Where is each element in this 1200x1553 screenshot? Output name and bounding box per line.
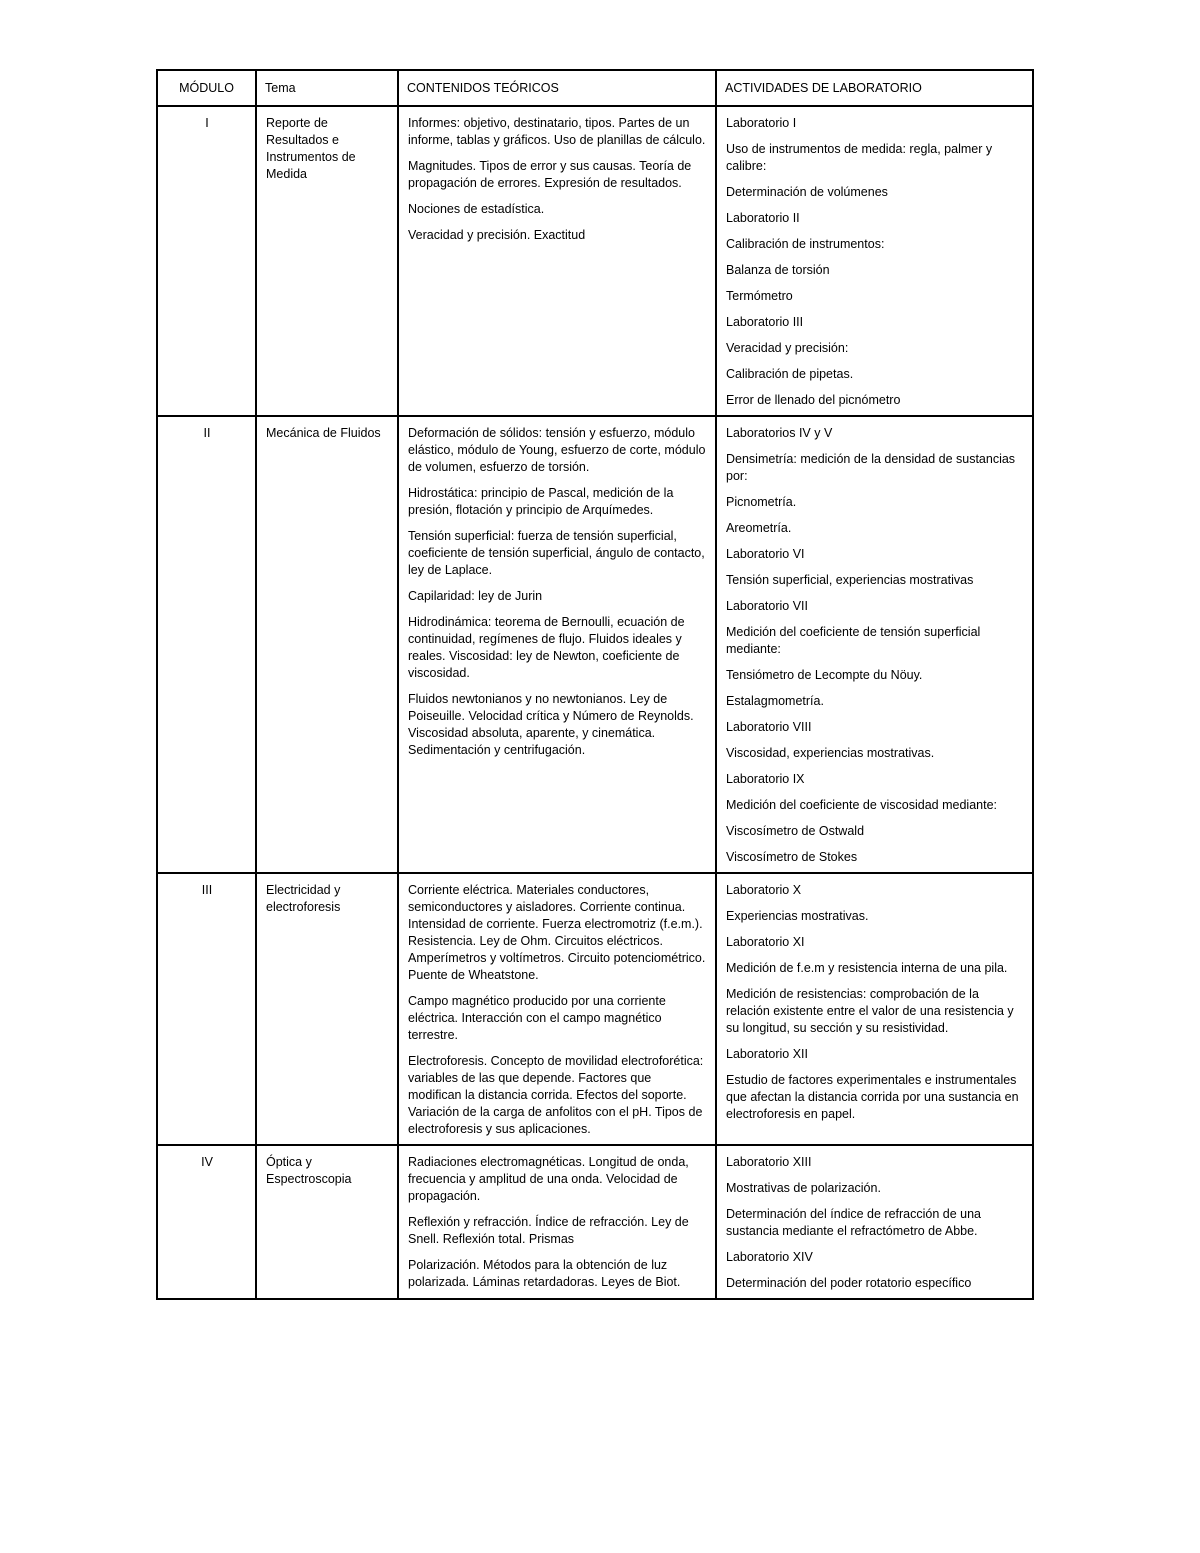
header-actividades: ACTIVIDADES DE LABORATORIO [716,70,1033,106]
actividad-item: Laboratorio I [726,116,797,130]
header-modulo: MÓDULO [157,70,256,106]
table-body [157,106,1033,1299]
contenido-paragraph: Hidrodinámica: teorema de Bernoulli, ecuación de continuidad, regímenes de flujo. Fluidos ideales y reales. Viscosidad: ley de Newton, coeficiente de viscosidad. [408,615,685,680]
table-row [157,1145,1033,1299]
contenido-paragraph: Capilaridad: ley de Jurin [408,589,543,603]
table-row [157,416,1033,873]
actividad-item: Laboratorio X [726,883,802,897]
actividad-item: Termómetro [726,289,793,303]
contenido-paragraph: Magnitudes. Tipos de error y sus causas. Teoría de propagación de errores. Expresión de resultados. [408,159,692,190]
actividad-item: Calibración de pipetas. [726,367,854,381]
actividad-item: Viscosímetro de Ostwald [726,824,865,838]
modulo-cell: IV [157,1145,256,1299]
actividad-item: Tensiómetro de Lecompte du Nöuy. [726,668,923,682]
contenido-paragraph: Nociones de estadística. [408,202,545,216]
actividades-cell [716,416,1033,873]
contenido-paragraph: Polarización. Métodos para la obtención de luz polarizada. Láminas retardadoras. Leyes de Biot. [408,1258,681,1289]
actividad-item: Picnometría. [726,495,797,509]
tema-cell: Óptica y Espectroscopia [256,1145,398,1299]
contenidos-cell [398,106,716,416]
actividad-item: Estudio de factores experimentales e instrumentales que afectan la distancia corrida por una sustancia en electroforesis en papel. [726,1073,1019,1121]
contenido-paragraph: Campo magnético producido por una corriente eléctrica. Interacción con el campo magnético terrestre. [408,994,666,1042]
contenido-paragraph: Corriente eléctrica. Materiales conductores, semiconductores y aisladores. Corriente continua. Intensidad de corriente. Fuerza electromotriz (f.e.m.). Resistencia. Ley de Ohm. Circuitos eléctricos. Amperímetros y voltímetros. Circuito potenciométrico. Puente de Wheatstone. [408,883,706,982]
contenido-paragraph: Electroforesis. Concepto de movilidad electroforética: variables de las que depende. Factores que modifican la distancia corrida. Efectos del soporte. Variación de la carga de anfolitos con el pH. Tipos de electroforesis y sus aplicaciones. [408,1054,704,1136]
modulo-cell: II [157,416,256,873]
actividad-item: Laboratorio XII [726,1047,808,1061]
contenido-paragraph: Reflexión y refracción. Índice de refracción. Ley de Snell. Reflexión total. Prismas [408,1215,689,1246]
actividad-item: Densimetría: medición de la densidad de sustancias por: [726,452,1016,483]
actividades-cell [716,1145,1033,1299]
actividad-item: Medición del coeficiente de tensión superficial mediante: [726,625,981,656]
header-row [157,70,1033,106]
actividad-item: Areometría. [726,521,792,535]
contenido-paragraph: Radiaciones electromagnéticas. Longitud de onda, frecuencia y amplitud de una onda. Velocidad de propagación. [408,1155,689,1203]
contenidos-cell [398,1145,716,1299]
modulo-cell: I [157,106,256,416]
actividad-item: Viscosidad, experiencias mostrativas. [726,746,935,760]
table-row [157,106,1033,416]
table-row [157,873,1033,1145]
actividad-item: Laboratorio VI [726,547,805,561]
contenidos-cell [398,873,716,1145]
actividad-item: Medición del coeficiente de viscosidad mediante: [726,798,997,812]
actividad-item: Veracidad y precisión: [726,341,849,355]
actividad-item: Determinación del índice de refracción de una sustancia mediante el refractómetro de Abbe. [726,1207,982,1238]
contenido-paragraph: Hidrostática: principio de Pascal, medición de la presión, flotación y principio de Arquímedes. [408,486,674,517]
actividad-item: Viscosímetro de Stokes [726,850,858,864]
header-contenidos: CONTENIDOS TEÓRICOS [398,70,716,106]
actividad-item: Estalagmometría. [726,694,824,708]
actividad-item: Determinación de volúmenes [726,185,888,199]
tema-cell: Electricidad y electroforesis [256,873,398,1145]
actividad-item: Balanza de torsión [726,263,830,277]
actividad-item: Laboratorio XIII [726,1155,812,1169]
actividad-item: Tensión superficial, experiencias mostrativas [726,573,974,587]
actividad-item: Medición de f.e.m y resistencia interna de una pila. [726,961,1008,975]
modulo-cell: III [157,873,256,1145]
actividad-item: Calibración de instrumentos: [726,237,885,251]
contenido-paragraph: Veracidad y precisión. Exactitud [408,228,586,242]
actividad-item: Laboratorio II [726,211,800,225]
actividad-item: Laboratorio IX [726,772,805,786]
actividad-item: Laboratorios IV y V [726,426,833,440]
contenidos-cell [398,416,716,873]
contenido-paragraph: Tensión superficial: fuerza de tensión superficial, coeficiente de tensión superficial, ángulo de contacto, ley de Laplace. [408,529,705,577]
actividad-item: Medición de resistencias: comprobación de la relación existente entre el valor de una resistencia y su longitud, su sección y su resistividad. [726,987,1014,1035]
actividad-item: Laboratorio III [726,315,804,329]
actividades-cell [716,106,1033,416]
contenido-paragraph: Informes: objetivo, destinatario, tipos. Partes de un informe, tablas y gráficos. Uso de planillas de cálculo. [408,116,706,147]
actividades-cell [716,873,1033,1145]
header-tema: Tema [256,70,398,106]
contenido-paragraph: Fluidos newtonianos y no newtonianos. Ley de Poiseuille. Velocidad crítica y Número de Reynolds. Viscosidad absoluta, aparente, y cinemática. Sedimentación y centrifugación. [408,692,694,757]
actividad-item: Laboratorio VII [726,599,808,613]
contenido-paragraph: Deformación de sólidos: tensión y esfuerzo, módulo elástico, módulo de Young, esfuerzo de corte, módulo de volumen, esfuerzo de torsión. [408,426,706,474]
actividad-item: Mostrativas de polarización. [726,1181,881,1195]
actividad-item: Laboratorio XIV [726,1250,813,1264]
actividad-item: Error de llenado del picnómetro [726,393,901,407]
tema-cell: Reporte de Resultados e Instrumentos de Medida [256,106,398,416]
actividad-item: Uso de instrumentos de medida: regla, palmer y calibre: [726,142,993,173]
actividad-item: Determinación del poder rotatorio específico [726,1276,972,1290]
actividad-item: Laboratorio VIII [726,720,812,734]
syllabus-table [156,69,1034,1300]
actividad-item: Experiencias mostrativas. [726,909,869,923]
actividad-item: Laboratorio XI [726,935,805,949]
tema-cell: Mecánica de Fluidos [256,416,398,873]
